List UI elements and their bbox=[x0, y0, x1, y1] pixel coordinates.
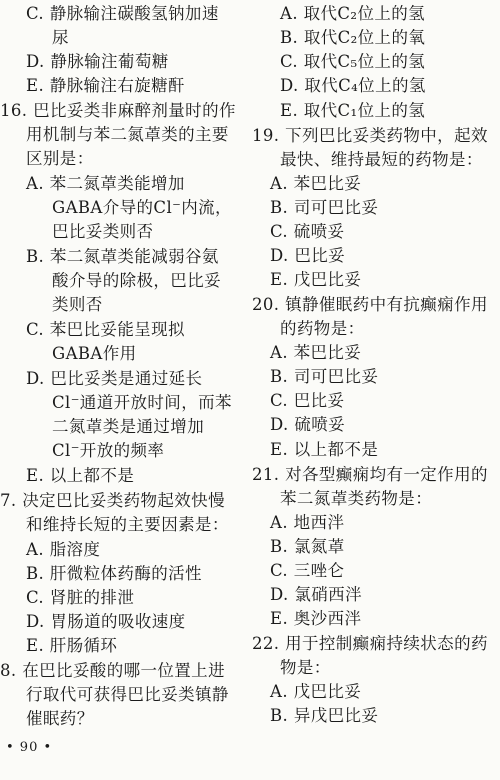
right-column-line: B. 司可巴比妥 bbox=[270, 367, 379, 386]
page-number: • 90 • bbox=[6, 740, 53, 755]
right-column-line: B. 氯氮䓬 bbox=[270, 537, 345, 556]
left-column-line: 类则否 bbox=[52, 295, 103, 314]
right-column-line: A. 苯巴比妥 bbox=[270, 343, 362, 362]
right-column-line: 物是： bbox=[280, 658, 331, 677]
left-column-line: E. 静脉输注右旋糖酐 bbox=[26, 76, 185, 95]
right-column-line: B. 取代C₂位上的氧 bbox=[280, 28, 426, 47]
right-column-line: D. 取代C₄位上的氢 bbox=[280, 76, 426, 95]
right-column-line: C. 巴比妥 bbox=[270, 391, 345, 410]
left-column-line: Cl⁻通道开放时间，而苯 bbox=[52, 393, 232, 412]
left-column-line: 区别是： bbox=[26, 149, 94, 168]
left-column-line: D. 胃肠道的吸收速度 bbox=[26, 612, 186, 631]
left-column-line: A. 脂溶度 bbox=[26, 540, 101, 559]
right-column-line: 的药物是： bbox=[280, 319, 365, 338]
right-column-line: E. 取代C₁位上的氢 bbox=[280, 101, 426, 120]
right-column-line: A. 取代C₂位上的氢 bbox=[280, 4, 426, 23]
right-column-line: C. 取代C₅位上的氢 bbox=[280, 52, 426, 71]
left-column-line: GABA介导的Cl⁻内流， bbox=[52, 198, 232, 217]
right-column-line: D. 氯硝西泮 bbox=[270, 585, 362, 604]
right-column-line: 最快、维持最短的药物是： bbox=[280, 150, 483, 169]
right-column-line: D. 巴比妥 bbox=[270, 246, 346, 265]
left-column-line: 用机制与苯二氮䓬类的主要 bbox=[26, 125, 229, 144]
right-column-line: A. 地西泮 bbox=[270, 513, 345, 532]
right-column-line: A. 苯巴比妥 bbox=[270, 174, 362, 193]
left-column-line: 巴比妥类则否 bbox=[52, 222, 154, 241]
left-column-line: 8. 在巴比妥酸的哪一位置上进 bbox=[0, 661, 225, 680]
right-column-line: E. 以上都不是 bbox=[270, 440, 379, 459]
left-column-line: 催眠药？ bbox=[26, 709, 94, 728]
left-column-line: 行取代可获得巴比妥类镇静 bbox=[26, 685, 229, 704]
right-column-line: 21. 对各型癫痫均有一定作用的 bbox=[252, 465, 488, 484]
left-column-line: 酸介导的除极，巴比妥 bbox=[52, 271, 221, 290]
right-column-line: D. 硫喷妥 bbox=[270, 415, 346, 434]
left-column-line: 二氮䓬类是通过增加 bbox=[52, 417, 205, 436]
right-column-line: 苯二氮䓬类药物是： bbox=[280, 489, 433, 508]
right-column-line: 22. 用于控制癫痫持续状态的药 bbox=[252, 634, 488, 653]
right-column-line: E. 戊巴比妥 bbox=[270, 270, 362, 289]
left-column-line: 和维持长短的主要因素是： bbox=[26, 515, 229, 534]
right-column-line: C. 硫喷妥 bbox=[270, 222, 345, 241]
right-column-line: 20. 镇静催眠药中有抗癫痫作用 bbox=[252, 295, 488, 314]
left-column-line: GABA作用 bbox=[52, 344, 137, 363]
right-column-line: B. 司可巴比妥 bbox=[270, 198, 379, 217]
right-column-line: 19. 下列巴比妥类药物中，起效 bbox=[252, 126, 488, 145]
left-column-line: 尿 bbox=[52, 28, 69, 47]
left-column-line: 16. 巴比妥类非麻醉剂量时的作 bbox=[0, 101, 236, 120]
left-column-line: 7. 决定巴比妥类药物起效快慢 bbox=[0, 491, 225, 510]
left-column-line: C. 静脉输注碳酸氢钠加速 bbox=[26, 4, 219, 23]
left-column-line: C. 肾脏的排泄 bbox=[26, 588, 135, 607]
left-column-line: A. 苯二氮䓬类能增加 bbox=[26, 174, 185, 193]
right-column-line: B. 异戊巴比妥 bbox=[270, 706, 379, 725]
right-column-line: A. 戊巴比妥 bbox=[270, 682, 362, 701]
left-column-line: B. 肝微粒体药酶的活性 bbox=[26, 564, 202, 583]
left-column-line: C. 苯巴比妥能呈现拟 bbox=[26, 320, 185, 339]
left-column-line: E. 以上都不是 bbox=[26, 466, 135, 485]
right-column-line: E. 奥沙西泮 bbox=[270, 609, 362, 628]
left-column-line: Cl⁻开放的频率 bbox=[52, 441, 165, 460]
left-column-line: D. 巴比妥类是通过延长 bbox=[26, 369, 203, 388]
right-column-line: C. 三唑仑 bbox=[270, 561, 345, 580]
left-column-line: B. 苯二氮䓬类能减弱谷氨 bbox=[26, 247, 219, 266]
left-column-line: E. 肝肠循环 bbox=[26, 636, 118, 655]
left-column-line: D. 静脉输注葡萄糖 bbox=[26, 52, 169, 71]
